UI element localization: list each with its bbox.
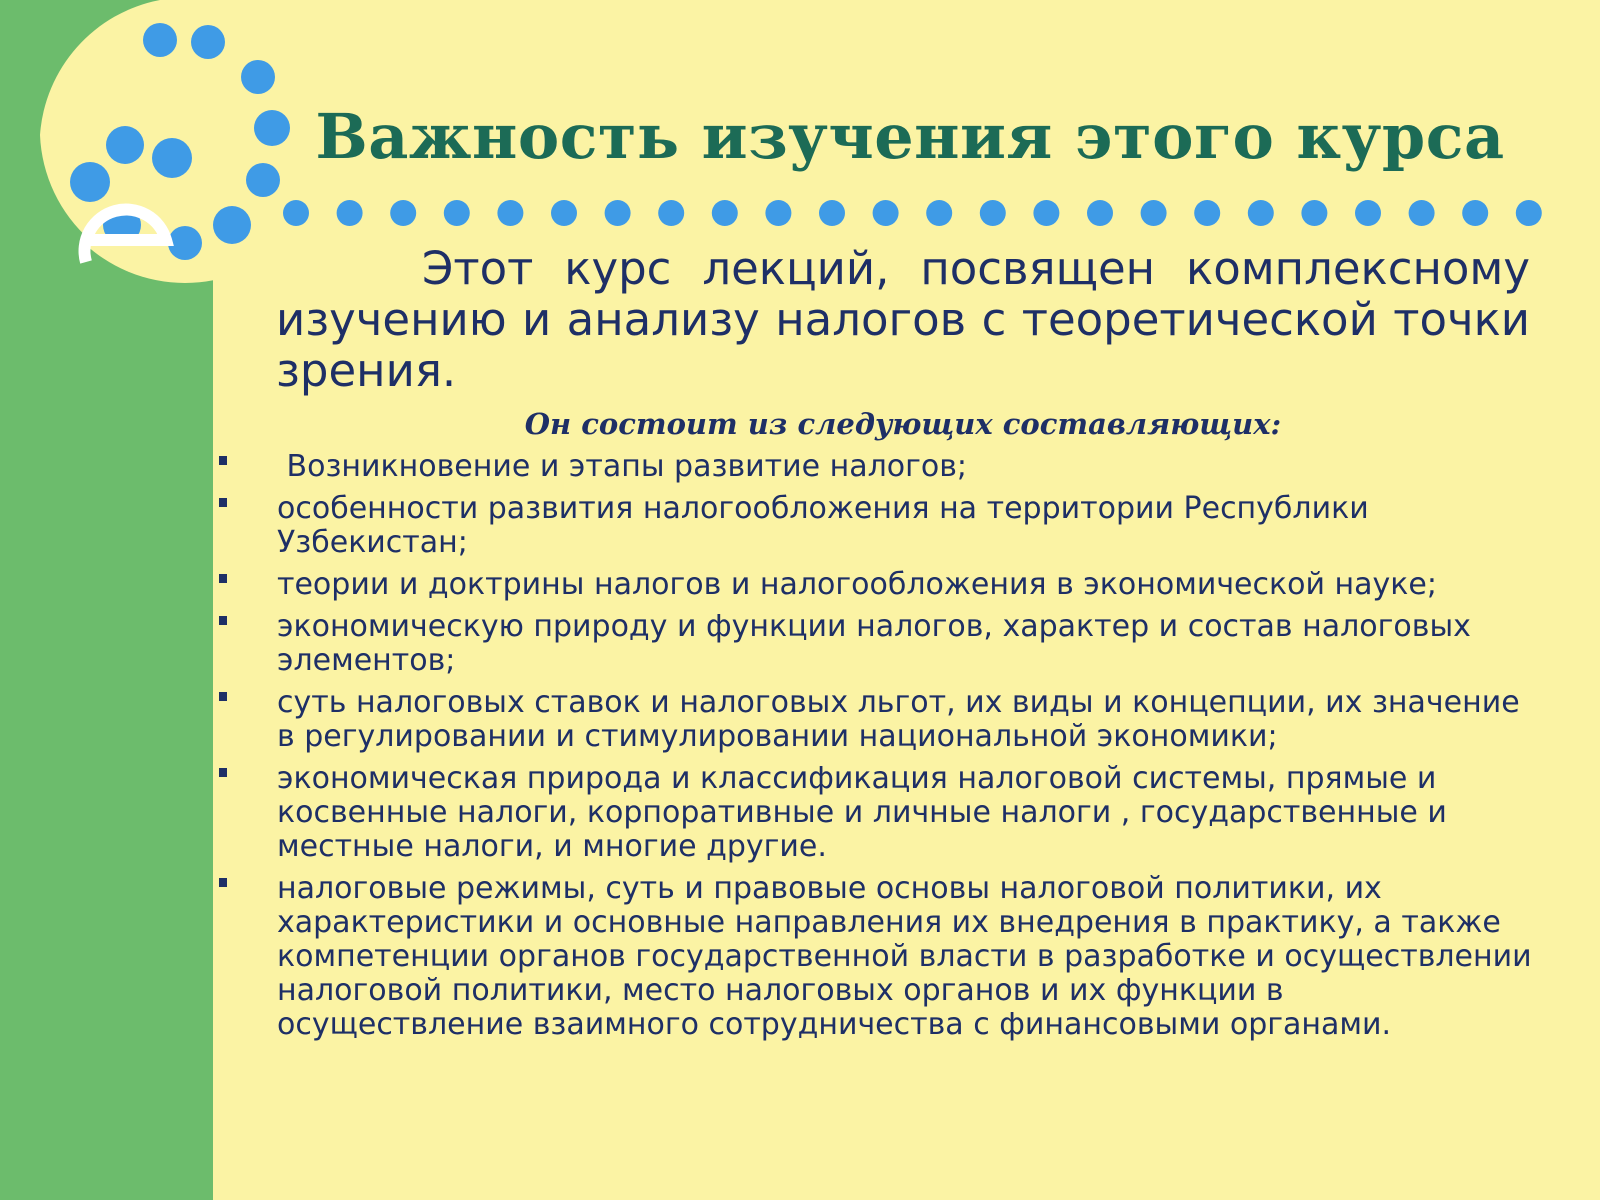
dot-icon	[712, 200, 738, 226]
bullet-icon	[219, 574, 227, 583]
bullet-icon	[219, 456, 227, 465]
dot-icon	[1516, 200, 1542, 226]
dot-icon	[605, 200, 631, 226]
dot-icon	[241, 60, 275, 94]
bullet-icon	[219, 692, 227, 701]
dot-icon	[191, 25, 225, 59]
bullet-icon	[219, 498, 227, 507]
components-subheading: Он состоит из следующих составляющих:	[524, 407, 1282, 441]
dot-icon	[143, 23, 177, 57]
dot-icon	[765, 200, 791, 226]
list-item-text: теории и доктрины налогов и налогообложения в экономической науке;	[277, 567, 1437, 602]
bullet-icon	[219, 616, 227, 625]
dot-icon	[390, 200, 416, 226]
dot-icon	[658, 200, 684, 226]
dot-icon	[980, 200, 1006, 226]
list-item	[215, 450, 1535, 484]
list-item	[215, 686, 1535, 754]
dot-icon	[283, 200, 309, 226]
bullet-icon	[219, 878, 227, 887]
list-item-text: особенности развития налогообложения на территории Республики Узбекистан;	[277, 491, 1369, 560]
dot-icon	[168, 226, 202, 260]
dot-icon	[337, 200, 363, 226]
list-item-text: экономическую природу и функции налогов, характер и состав налоговых элементов;	[277, 609, 1471, 678]
intro-paragraph: Этот курс лекций, посвящен комплексному изучению и анализу налогов с теоретической точки зрения.	[276, 242, 1530, 397]
dot-icon	[551, 200, 577, 226]
dot-icon	[152, 138, 192, 178]
list-item-text: Возникновение и этапы развитие налогов;	[277, 449, 968, 484]
dot-icon	[1409, 200, 1435, 226]
dot-icon	[1087, 200, 1113, 226]
list-item-text: экономическая природа и классификация налоговой системы, прямые и косвенные налоги, корпоративные и личные налоги , государственные и местные налоги, и многие другие.	[277, 761, 1447, 864]
dot-icon	[246, 163, 280, 197]
dot-icon	[819, 200, 845, 226]
list-item	[215, 610, 1535, 678]
list-item-text: налоговые режимы, суть и правовые основы налоговой политики, их характеристики и основные направления их внедрения в практику, а также компетенции органов государственной власти в разработке и осуществлении налоговой политики, место налоговых органов и их функции в осуществление взаимного сотрудничества с финансовыми органами.	[277, 871, 1532, 1042]
list-item	[215, 568, 1535, 602]
dot-icon	[254, 110, 290, 146]
dot-icon	[1248, 200, 1274, 226]
list-item	[215, 762, 1535, 864]
dot-icon	[70, 162, 110, 202]
list-item-text: суть налоговых ставок и налоговых льгот, их виды и концепции, их значение в регулировании и стимулировании национальной экономики;	[277, 685, 1520, 754]
slide-title: Важность изучения этого курса	[315, 100, 1505, 173]
dot-icon	[106, 126, 144, 164]
dot-icon	[1462, 200, 1488, 226]
dot-icon	[444, 200, 470, 226]
dot-icon	[1194, 200, 1220, 226]
components-list	[215, 450, 1535, 1050]
bullet-icon	[219, 768, 227, 777]
dot-icon	[1033, 200, 1059, 226]
list-item	[215, 872, 1535, 1042]
dot-icon	[926, 200, 952, 226]
list-item	[215, 492, 1535, 560]
dot-icon	[1355, 200, 1381, 226]
dot-icon	[1141, 200, 1167, 226]
dot-icon	[497, 200, 523, 226]
dot-icon	[873, 200, 899, 226]
dot-icon	[213, 206, 251, 244]
dot-icon	[1301, 200, 1327, 226]
